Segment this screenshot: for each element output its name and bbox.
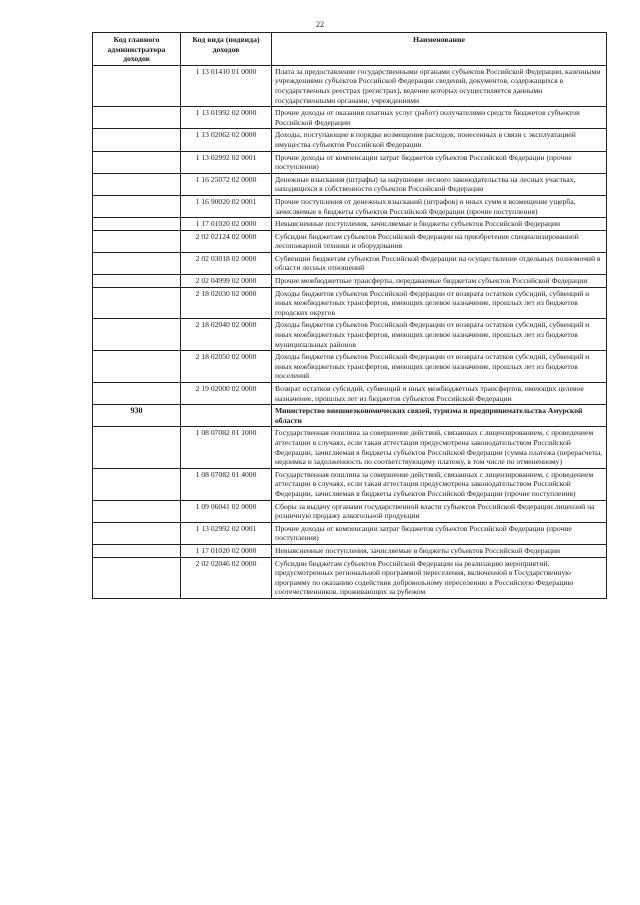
cell-name: Государственная пошлина за совершение действий, связанных с лицензированием, с проведением аттестации в случаях, если такая аттестация предусмотрена законодательством Российской Федерации, зачисляемая в бюджеты субъектов Российской Федерации (прочие поступления) <box>272 468 607 500</box>
cell-revenue-code: 1 17 01020 02 0000 <box>181 218 272 231</box>
cell-revenue-code: 2 02 03018 02 0000 <box>181 252 272 274</box>
cell-revenue-code: 2 02 04999 02 0000 <box>181 275 272 288</box>
table-row <box>93 230 607 252</box>
section-row <box>93 405 607 427</box>
cell-name: Прочие доходы от оказания платных услуг (работ) получателями средств бюджетов субъектов Российской Федерации <box>272 107 607 129</box>
table-row <box>93 173 607 195</box>
table-row <box>93 319 607 351</box>
cell-revenue-code: 1 08 07082 01 4000 <box>181 468 272 500</box>
table-row <box>93 500 607 522</box>
header-name: Наименование <box>272 33 607 66</box>
cell-admin-code <box>93 195 181 217</box>
cell-revenue-code: 1 16 90020 02 0001 <box>181 195 272 217</box>
cell-admin-code <box>93 522 181 544</box>
cell-name: Невыясненные поступления, зачисляемые в бюджеты субъектов Российской Федерации <box>272 544 607 557</box>
cell-admin-code <box>93 252 181 274</box>
cell-revenue-code: 2 02 02046 02 0000 <box>181 557 272 598</box>
cell-name: Денежные взыскания (штрафы) за нарушение лесного законодательства на лесных участках, находящихся в собственности субъектов Российской Федерации <box>272 173 607 195</box>
cell-revenue-code <box>181 405 272 427</box>
cell-name: Субсидии бюджетам субъектов Российской Федерации на приобретение специализированной лесопожарной техники и оборудования <box>272 230 607 252</box>
cell-name: Сборы за выдачу органами государственной власти субъектов Российской Федерации лицензий на розничную продажу алкогольной продукции <box>272 500 607 522</box>
cell-revenue-code: 2 19 02000 02 0000 <box>181 383 272 405</box>
cell-revenue-code: 2 18 02040 02 0000 <box>181 319 272 351</box>
table-row <box>93 522 607 544</box>
cell-admin-code <box>93 500 181 522</box>
revenue-codes-table <box>92 32 607 599</box>
table-row <box>93 65 607 106</box>
cell-name: Министерство внешнеэкономических связей, туризма и предпринимательства Амурской области <box>272 405 607 427</box>
table-row <box>93 275 607 288</box>
cell-revenue-code: 1 08 07082 01 1000 <box>181 427 272 468</box>
table-row <box>93 252 607 274</box>
header-admin-code: Код главного администратора доходов <box>93 33 181 66</box>
cell-revenue-code: 2 02 02124 02 0000 <box>181 230 272 252</box>
cell-admin-code <box>93 287 181 319</box>
cell-revenue-code: 2 18 02030 02 0000 <box>181 287 272 319</box>
cell-admin-code <box>93 427 181 468</box>
cell-name: Прочие доходы от компенсации затрат бюджетов субъектов Российской Федерации (прочие поступления) <box>272 151 607 173</box>
table-row <box>93 351 607 383</box>
cell-admin-code <box>93 173 181 195</box>
cell-name: Субсидии бюджетам субъектов Российской Федерации на реализацию мероприятий, предусмотренных региональной программой переселения, включенной в Государственную программу по оказанию содействия добровольному переселению в Российскую Федерацию соотечественников, проживающих за рубежом <box>272 557 607 598</box>
table-header-row <box>93 33 607 66</box>
cell-name: Возврат остатков субсидий, субвенций и иных межбюджетных трансфертов, имеющих целевое назначение, прошлых лет из бюджетов субъектов Российской Федерации <box>272 383 607 405</box>
cell-admin-code <box>93 468 181 500</box>
table-row <box>93 557 607 598</box>
cell-revenue-code: 2 18 02050 02 0000 <box>181 351 272 383</box>
table-row <box>93 195 607 217</box>
cell-admin-code <box>93 319 181 351</box>
cell-admin-code <box>93 557 181 598</box>
cell-admin-code <box>93 383 181 405</box>
cell-revenue-code: 1 13 02062 02 0000 <box>181 129 272 151</box>
cell-name: Прочие доходы от компенсации затрат бюджетов субъектов Российской Федерации (прочие поступления) <box>272 522 607 544</box>
table-row <box>93 151 607 173</box>
table-row <box>93 218 607 231</box>
table-row <box>93 129 607 151</box>
table-row <box>93 107 607 129</box>
cell-name: Прочие межбюджетные трансферты, передаваемые бюджетам субъектов Российской Федерации <box>272 275 607 288</box>
cell-name: Прочие поступления от денежных взысканий (штрафов) и иных сумм в возмещение ущерба, зачисляемые в бюджеты субъектов Российской Федерации (прочие поступления) <box>272 195 607 217</box>
cell-name: Субвенции бюджетам субъектов Российской Федерации на осуществление отдельных полномочий в области лесных отношений <box>272 252 607 274</box>
cell-revenue-code: 1 13 02992 02 0001 <box>181 151 272 173</box>
cell-admin-code <box>93 151 181 173</box>
cell-admin-code <box>93 275 181 288</box>
table-row <box>93 383 607 405</box>
cell-admin-code <box>93 65 181 106</box>
cell-name: Плата за предоставление государственными органами субъектов Российской Федерации, казенными учреждениями субъектов Российской Федерации сведений, документов, содержащихся в государственных реестрах (регистрах), ведение которых осуществляется данными государственными органами, учреждениями <box>272 65 607 106</box>
page-number: 22 <box>316 20 324 29</box>
cell-name: Государственная пошлина за совершение действий, связанных с лицензированием, с проведением аттестации в случаях, если такая аттестация предусмотрена законодательством Российской Федерации, зачисляемая в бюджеты субъектов Российской Федерации (сумма платежа (перерасчеты, недоимка и задолженность по соответствующему платежу, в том числе по отмененному) <box>272 427 607 468</box>
cell-revenue-code: 1 13 01410 01 0000 <box>181 65 272 106</box>
cell-admin-code <box>93 230 181 252</box>
table-row <box>93 427 607 468</box>
cell-name: Доходы бюджетов субъектов Российской Федерации от возврата остатков субсидий, субвенций и иных межбюджетных трансфертов, имеющих целевое назначение, прошлых лет из бюджетов поселений <box>272 351 607 383</box>
cell-admin-code <box>93 351 181 383</box>
table-row <box>93 287 607 319</box>
cell-revenue-code: 1 13 01992 02 0000 <box>181 107 272 129</box>
cell-name: Доходы бюджетов субъектов Российской Федерации от возврата остатков субсидий, субвенций и иных межбюджетных трансфертов, имеющих целевое назначение, прошлых лет из бюджетов городских округов <box>272 287 607 319</box>
cell-admin-code: 930 <box>93 405 181 427</box>
table-row <box>93 544 607 557</box>
cell-revenue-code: 1 16 25072 02 0000 <box>181 173 272 195</box>
cell-name: Доходы бюджетов субъектов Российской Федерации от возврата остатков субсидий, субвенций и иных межбюджетных трансфертов, имеющих целевое назначение, прошлых лет из бюджетов муниципальных районов <box>272 319 607 351</box>
table-body <box>93 65 607 598</box>
cell-revenue-code: 1 13 02992 02 0001 <box>181 522 272 544</box>
cell-revenue-code: 1 09 06041 02 0000 <box>181 500 272 522</box>
cell-name: Невыясненные поступления, зачисляемые в бюджеты субъектов Российской Федерации <box>272 218 607 231</box>
cell-name: Доходы, поступающие в порядке возмещения расходов, понесенных в связи с эксплуатацией имущества субъектов Российской Федерации <box>272 129 607 151</box>
cell-admin-code <box>93 129 181 151</box>
cell-admin-code <box>93 218 181 231</box>
cell-admin-code <box>93 107 181 129</box>
header-revenue-code: Код вида (подвида) доходов <box>181 33 272 66</box>
table-row <box>93 468 607 500</box>
cell-admin-code <box>93 544 181 557</box>
cell-revenue-code: 1 17 01020 02 0000 <box>181 544 272 557</box>
